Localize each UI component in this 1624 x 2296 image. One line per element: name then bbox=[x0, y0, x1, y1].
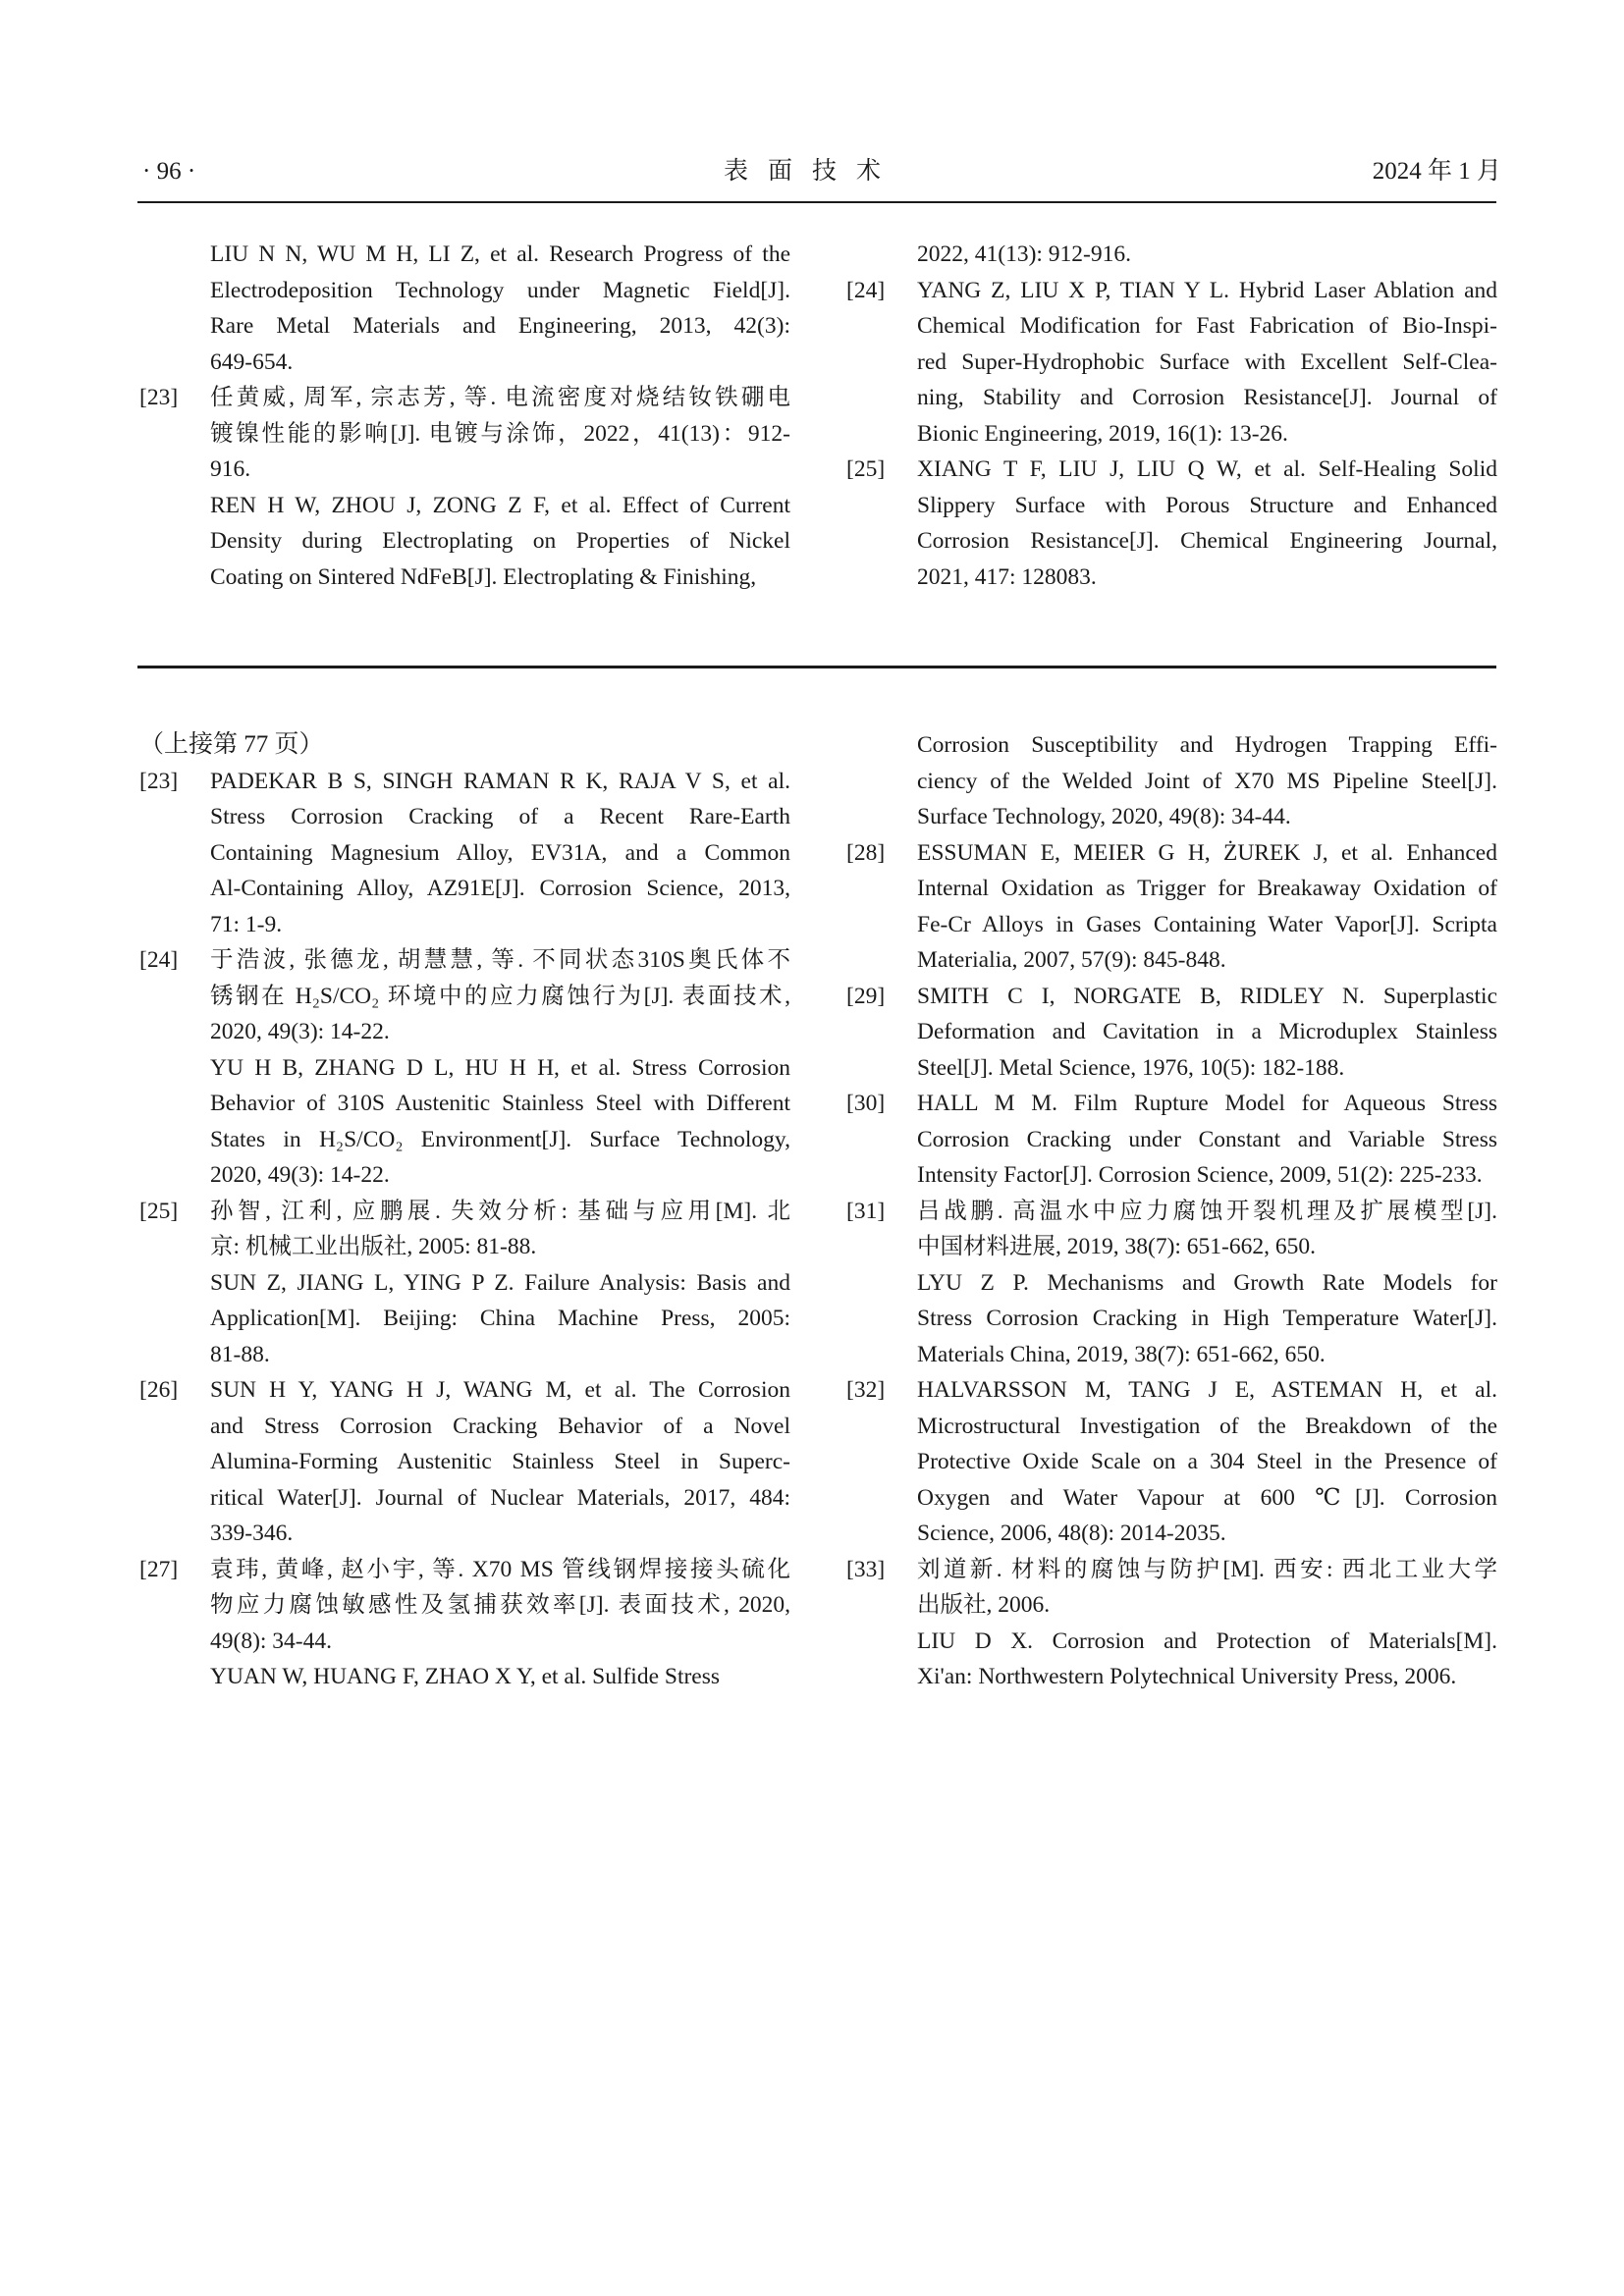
reference-line: LIU N N, WU M H, LI Z, et al. Research Progress of the bbox=[210, 241, 790, 267]
header-rule bbox=[137, 201, 1496, 203]
reference-entry bbox=[844, 1624, 1497, 1695]
reference-entry bbox=[844, 1265, 1497, 1373]
reference-line: 2022, 41(13): 912-916. bbox=[917, 241, 1132, 267]
reference-line: 京: 机械工业出版社, 2005: 81-88. bbox=[210, 1234, 537, 1259]
reference-line: SUN H Y, YANG H J, WANG M, et al. The Corrosion bbox=[210, 1377, 790, 1403]
reference-line: PADEKAR B S, SINGH RAMAN R K, RAJA V S, et al. bbox=[210, 768, 790, 794]
reference-number: [24] bbox=[846, 277, 886, 303]
reference-line: and Stress Corrosion Cracking Behavior of a Novel bbox=[210, 1413, 790, 1439]
references-bottom-right-column bbox=[844, 727, 1497, 1695]
reference-line: Corrosion Susceptibility and Hydrogen Trapping Effi- bbox=[917, 732, 1497, 758]
reference-line: HALL M M. Film Rupture Model for Aqueous Stress bbox=[917, 1091, 1497, 1116]
reference-line: 649-654. bbox=[210, 348, 294, 375]
reference-entry bbox=[137, 488, 790, 596]
reference-line: Electrodeposition Technology under Magnetic Field[J]. bbox=[210, 277, 790, 303]
references-top-left-column bbox=[137, 237, 790, 595]
reference-line: Behavior of 310S Austenitic Stainless Steel with Different bbox=[210, 1091, 790, 1116]
reference-line: 71: 1-9. bbox=[210, 911, 283, 937]
reference-line: Al-Containing Alloy, AZ91E[J]. Corrosion Science, 2013, bbox=[210, 876, 790, 901]
reference-entry bbox=[137, 1372, 790, 1552]
reference-entry bbox=[844, 1372, 1497, 1552]
reference-line: Rare Metal Materials and Engineering, 2013, 42(3): bbox=[210, 313, 790, 339]
reference-line: 锈钢在 H₂S/CO₂ 环境中的应力腐蚀行为[J]. 表面技术, bbox=[210, 983, 790, 1009]
reference-number: [23] bbox=[139, 768, 179, 794]
reference-number: [25] bbox=[139, 1198, 179, 1224]
reference-line: ciency of the Welded Joint of X70 MS Pipeline Steel[J]. bbox=[917, 768, 1497, 794]
reference-line: Oxygen and Water Vapour at 600 ℃[J]. Corrosion bbox=[917, 1484, 1497, 1511]
reference-line: Stress Corrosion Cracking of a Recent Rare-Earth bbox=[210, 804, 790, 829]
reference-line: XIANG T F, LIU J, LIU Q W, et al. Self-Healing Solid bbox=[917, 456, 1497, 482]
reference-entry bbox=[844, 835, 1497, 979]
reference-line: Steel[J]. Metal Science, 1976, 10(5): 182-188. bbox=[917, 1054, 1345, 1081]
reference-line: Materialia, 2007, 57(9): 845-848. bbox=[917, 947, 1226, 973]
reference-entry bbox=[844, 273, 1497, 453]
reference-entry bbox=[844, 727, 1497, 835]
references-bottom-left-column bbox=[137, 727, 790, 1695]
reference-number: [27] bbox=[139, 1556, 179, 1582]
reference-entry bbox=[137, 1552, 790, 1660]
reference-line: 339-346. bbox=[210, 1521, 294, 1546]
reference-entry bbox=[137, 1194, 790, 1265]
reference-line: Alumina-Forming Austenitic Stainless Steel in Superc- bbox=[210, 1449, 790, 1474]
reference-entry bbox=[137, 1659, 790, 1695]
reference-entry bbox=[137, 380, 790, 488]
reference-line: 出版社, 2006. bbox=[917, 1592, 1051, 1618]
reference-line: Intensity Factor[J]. Corrosion Science, 2009, 51(2): 225-233. bbox=[917, 1162, 1483, 1188]
reference-line: Stress Corrosion Cracking in High Temperature Water[J]. bbox=[917, 1306, 1497, 1331]
page-number: · 96 · bbox=[142, 158, 196, 185]
reference-entry bbox=[137, 942, 790, 1050]
reference-line: Density during Electroplating on Properties of Nickel bbox=[210, 528, 790, 554]
reference-line: States in H₂S/CO₂ Environment[J]. Surface Technology, bbox=[210, 1126, 790, 1152]
reference-entry bbox=[137, 1050, 790, 1194]
reference-line: Materials China, 2019, 38(7): 651-662, 650. bbox=[917, 1341, 1326, 1367]
reference-line: Corrosion Resistance[J]. Chemical Engineering Journal, bbox=[917, 528, 1497, 554]
reference-line: 2021, 417: 128083. bbox=[917, 563, 1097, 590]
reference-line: Surface Technology, 2020, 49(8): 34-44. bbox=[917, 804, 1291, 829]
reference-line: Internal Oxidation as Trigger for Breakaway Oxidation of bbox=[917, 876, 1497, 901]
reference-list bbox=[137, 764, 790, 1695]
reference-line: HALVARSSON M, TANG J E, ASTEMAN H, et al. bbox=[917, 1377, 1497, 1403]
continued-from-note: （上接第 77 页） bbox=[139, 731, 324, 758]
reference-line: 中国材料进展, 2019, 38(7): 651-662, 650. bbox=[917, 1234, 1317, 1259]
journal-title: 表面技术 bbox=[723, 158, 900, 185]
reference-line: 袁玮, 黄峰, 赵小宇, 等. X70 MS 管线钢焊接接头硫化 bbox=[210, 1556, 790, 1582]
reference-line: 916. bbox=[210, 456, 251, 482]
reference-line: ning, Stability and Corrosion Resistance[J]. Journal of bbox=[917, 385, 1497, 410]
reference-number: [32] bbox=[846, 1377, 886, 1403]
reference-entry bbox=[844, 237, 1497, 273]
reference-number: [26] bbox=[139, 1377, 179, 1403]
reference-number: [24] bbox=[139, 947, 179, 973]
reference-entry bbox=[137, 764, 790, 943]
reference-line: Chemical Modification for Fast Fabrication of Bio-Inspi- bbox=[917, 313, 1497, 339]
reference-entry bbox=[844, 979, 1497, 1087]
reference-line: LYU Z P. Mechanisms and Growth Rate Models for bbox=[917, 1269, 1497, 1296]
reference-line: Protective Oxide Scale on a 304 Steel in the Presence of bbox=[917, 1449, 1497, 1474]
references-top-right-column bbox=[844, 237, 1497, 595]
reference-line: SMITH C I, NORGATE B, RIDLEY N. Superplastic bbox=[917, 983, 1497, 1009]
reference-line: Xi'an: Northwestern Polytechnical University Press, 2006. bbox=[917, 1664, 1457, 1689]
reference-line: Microstructural Investigation of the Breakdown of the bbox=[917, 1413, 1497, 1439]
reference-line: Corrosion Cracking under Constant and Variable Stress bbox=[917, 1126, 1497, 1152]
reference-number: [33] bbox=[846, 1556, 886, 1582]
reference-number: [23] bbox=[139, 385, 179, 410]
reference-line: YUAN W, HUANG F, ZHAO X Y, et al. Sulfide Stress bbox=[210, 1664, 721, 1689]
reference-line: ESSUMAN E, MEIER G H, ŻUREK J, et al. Enhanced bbox=[917, 839, 1497, 866]
reference-number: [28] bbox=[846, 839, 886, 866]
reference-number: [31] bbox=[846, 1198, 886, 1224]
reference-entry bbox=[137, 237, 790, 380]
issue-date: 2024 年 1 月 bbox=[1372, 158, 1501, 185]
reference-line: YU H B, ZHANG D L, HU H H, et al. Stress Corrosion bbox=[210, 1054, 790, 1081]
reference-line: 刘道新. 材料的腐蚀与防护[M]. 西安: 西北工业大学 bbox=[917, 1556, 1497, 1582]
reference-line: SUN Z, JIANG L, YING P Z. Failure Analysis: Basis and bbox=[210, 1269, 790, 1296]
reference-line: 吕战鹏. 高温水中应力腐蚀开裂机理及扩展模型[J]. bbox=[917, 1198, 1497, 1224]
reference-line: Containing Magnesium Alloy, EV31A, and a Common bbox=[210, 839, 790, 866]
reference-line: 物应力腐蚀敏感性及氢捕获效率[J]. 表面技术, 2020, bbox=[210, 1592, 790, 1618]
reference-line: Fe-Cr Alloys in Gases Containing Water Vapor[J]. Scripta bbox=[917, 911, 1497, 937]
reference-line: 49(8): 34-44. bbox=[210, 1628, 333, 1654]
reference-line: 孙智, 江利, 应鹏展. 失效分析: 基础与应用[M]. 北 bbox=[210, 1198, 790, 1224]
reference-line: REN H W, ZHOU J, ZONG Z F, et al. Effect of Current bbox=[210, 492, 790, 518]
reference-line: 2020, 49(3): 14-22. bbox=[210, 1019, 390, 1044]
reference-line: 镀镍性能的影响[J]. 电镀与涂饰，2022，41(13)：912- bbox=[210, 420, 790, 447]
reference-line: Slippery Surface with Porous Structure and Enhanced bbox=[917, 492, 1497, 518]
reference-line: YANG Z, LIU X P, TIAN Y L. Hybrid Laser Ablation and bbox=[917, 277, 1497, 303]
reference-line: 2020, 49(3): 14-22. bbox=[210, 1162, 390, 1188]
reference-line: red Super-Hydrophobic Surface with Excellent Self-Clea- bbox=[917, 348, 1497, 375]
reference-entry bbox=[137, 1265, 790, 1373]
reference-number: [29] bbox=[846, 983, 886, 1009]
reference-entry bbox=[844, 1194, 1497, 1265]
reference-line: 任黄威, 周军, 宗志芳, 等. 电流密度对烧结钕铁硼电 bbox=[210, 385, 790, 410]
reference-line: LIU D X. Corrosion and Protection of Materials[M]. bbox=[917, 1628, 1497, 1654]
reference-line: Application[M]. Beijing: China Machine Press, 2005: bbox=[210, 1306, 790, 1331]
reference-line: 81-88. bbox=[210, 1341, 270, 1367]
reference-line: Coating on Sintered NdFeB[J]. Electroplating & Finishing, bbox=[210, 563, 757, 590]
reference-line: Science, 2006, 48(8): 2014-2035. bbox=[917, 1521, 1226, 1546]
reference-entry bbox=[844, 452, 1497, 595]
reference-line: Bionic Engineering, 2019, 16(1): 13-26. bbox=[917, 420, 1288, 447]
reference-line: ritical Water[J]. Journal of Nuclear Materials, 2017, 484: bbox=[210, 1484, 790, 1511]
reference-number: [30] bbox=[846, 1091, 886, 1116]
section-divider bbox=[137, 666, 1496, 668]
reference-line: 于浩波, 张德龙, 胡慧慧, 等. 不同状态310S奥氏体不 bbox=[210, 947, 790, 973]
reference-number: [25] bbox=[846, 456, 886, 482]
reference-entry bbox=[844, 1086, 1497, 1194]
reference-line: Deformation and Cavitation in a Microduplex Stainless bbox=[917, 1019, 1497, 1044]
reference-entry bbox=[844, 1552, 1497, 1624]
